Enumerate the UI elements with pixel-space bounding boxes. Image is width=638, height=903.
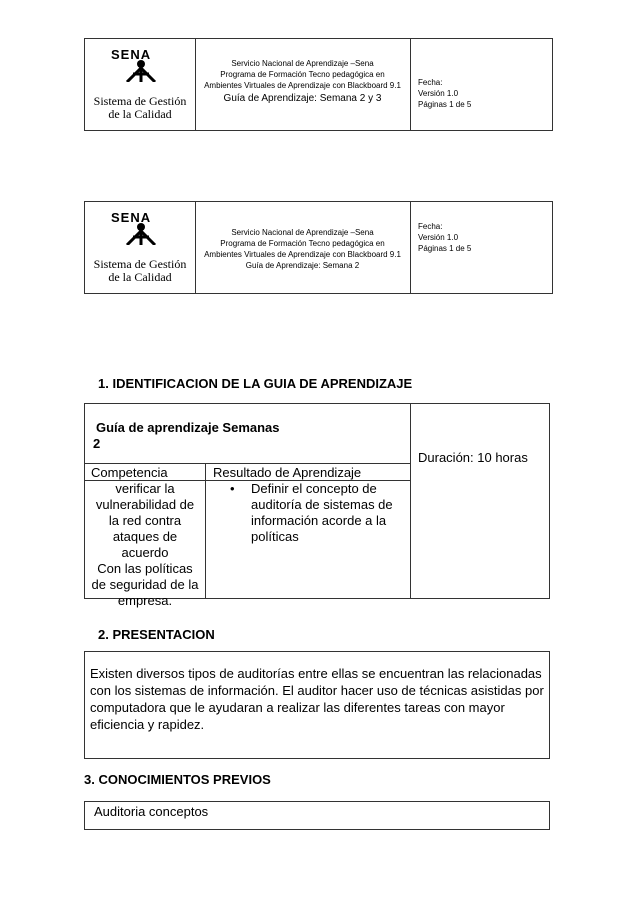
header-meta-cell: [410, 202, 552, 293]
resultado-line: políticas: [251, 529, 299, 544]
resultado-line: información acorde a la: [251, 513, 387, 528]
header-meta-cell: [410, 39, 552, 130]
version-label: Versión 1.0: [418, 89, 459, 98]
header-line: Servicio Nacional de Aprendizaje –Sena: [231, 228, 374, 237]
section-title-presentacion: 2. PRESENTACION: [98, 627, 215, 642]
competencia-line: vulnerabilidad de: [95, 497, 195, 512]
competencia-line: ataques de: [112, 529, 178, 544]
logo-caption-line: Sistema de Gestión: [93, 94, 187, 108]
version-label: Versión 1.0: [418, 233, 459, 242]
competencia-line: de seguridad de la: [91, 577, 199, 592]
logo-word: SENA: [111, 47, 152, 62]
logo-caption-line: de la Calidad: [108, 270, 172, 284]
paginas-label: Páginas 1 de 5: [418, 100, 472, 109]
competencia-line: verificar la: [115, 481, 175, 496]
competencia-line: Con las políticas: [97, 561, 193, 576]
logo-caption: [85, 258, 195, 284]
header-line: Servicio Nacional de Aprendizaje –Sena: [231, 59, 374, 68]
section-title-identificacion: 1. IDENTIFICACION DE LA GUIA DE APRENDIZAJE: [98, 376, 413, 391]
competencia-line: acuerdo: [121, 545, 169, 560]
presentacion-line: con los sistemas de información. El auditor hacer uso de técnicas asistidas por: [90, 683, 544, 698]
guide-label-line: Guía de aprendizaje Semanas: [96, 420, 280, 435]
logo-caption: [85, 95, 195, 121]
logo-word: SENA: [111, 210, 152, 225]
inner-table: [85, 463, 410, 608]
col-resultado-header: Resultado de Aprendizaje: [213, 465, 362, 480]
header-table-2: [84, 201, 553, 294]
guide-title: Guía de Aprendizaje: Semana 2: [245, 261, 360, 270]
resultado-line: auditoría de sistemas de: [251, 497, 393, 512]
header-line: Programa de Formación Tecno pedagógica en: [220, 239, 385, 248]
vertical-divider: [410, 404, 411, 598]
resultado-cell: [251, 481, 406, 545]
resultado-bullet: •: [230, 481, 235, 496]
header-info-cell: [195, 39, 411, 130]
logo-cell: [85, 39, 196, 130]
fecha-label: Fecha:: [418, 78, 443, 87]
header-line: Programa de Formación Tecno pedagógica en: [220, 70, 385, 79]
section-title-conocimientos: 3. CONOCIMIENTOS PREVIOS: [84, 772, 271, 787]
guide-label: [93, 420, 280, 452]
competencia-line: empresa.: [117, 593, 173, 608]
guide-label-line: 2: [93, 436, 101, 451]
paginas-label: Páginas 1 de 5: [418, 244, 472, 253]
logo-cell: [85, 202, 196, 293]
header-info-cell: [195, 202, 411, 293]
duracion-label: Duración: 10 horas: [418, 450, 528, 465]
conocimientos-box: [84, 801, 550, 830]
presentacion-box: [84, 651, 550, 759]
conocimientos-content: Auditoria conceptos: [94, 804, 209, 819]
competencia-line: la red contra: [108, 513, 182, 528]
identificacion-table: [84, 403, 550, 608]
presentacion-line: computadora que le ayudaran a realizar las diferentes tareas con mayor: [90, 700, 505, 715]
competencia-cell: [85, 481, 205, 609]
logo-caption-line: Sistema de Gestión: [93, 257, 187, 271]
resultado-line: Definir el concepto de: [251, 481, 377, 496]
presentacion-line: eficiencia y rapidez.: [90, 717, 205, 732]
logo-caption-line: de la Calidad: [108, 107, 172, 121]
header-table-1: [84, 38, 553, 131]
header-line: Ambientes Virtuales de Aprendizaje con Blackboard 9.1: [204, 81, 401, 90]
fecha-label: Fecha:: [418, 222, 443, 231]
col-competencia-header: Competencia: [91, 465, 168, 480]
inner-col-divider: [205, 464, 206, 599]
header-line: Ambientes Virtuales de Aprendizaje con Blackboard 9.1: [204, 250, 401, 259]
guide-title: Guía de Aprendizaje: Semana 2 y 3: [223, 93, 382, 104]
presentacion-line: Existen diversos tipos de auditorías entre ellas se encuentran las relacionadas: [90, 666, 542, 681]
